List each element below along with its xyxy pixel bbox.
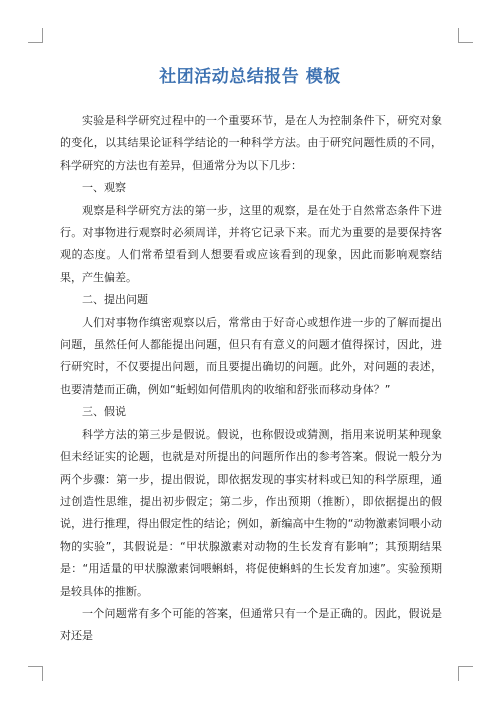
section-heading-hypothesis: 三、假说 (82, 405, 126, 419)
hypothesis-paragraph: 科学方法的第三步是假说。假说，也称假设或猜测，指用来说明某种现象但未经证实的论题，也就是对所提出的问题所作出的参考答案。假说一般分为两个步骤：第一步，提出假说，即依据发现的事实材料或已知的科学原理，通过创造性思维，提出初步假定；第二步，作出预期（推断），即依据提出的假说，进行推理，得出假定性的结论；例如，新编高中生物的“动物激素饲喂小动物的实验”，其假说是：“甲状腺激素对动物的生长发育有影响”；其预期结果是：“用适量的甲状腺激素饲喂蝌蚪，将促使蝌蚪的生长发育加速”。实验预期是较具体的推断。 (60, 427, 442, 598)
crop-mark-top-right (458, 28, 473, 43)
crop-mark-top-left (28, 28, 43, 43)
crop-mark-bottom-left (28, 666, 43, 681)
section-heading-question: 二、提出问题 (82, 293, 148, 307)
answer-paragraph: 一个问题常有多个可能的答案，但通常只有一个是正确的。因此，假说是对还是 (60, 606, 442, 643)
crop-mark-bottom-right (458, 666, 473, 681)
section-heading-observation: 一、观察 (82, 181, 126, 195)
document-body (60, 110, 442, 648)
intro-paragraph: 实验是科学研究过程中的一个重要环节，是在人为控制条件下，研究对象的变化，以其结果论证科学结论的一种科学方法。由于研究问题性质的不同，科学研究的方法也有差异，但通常分为以下几步： (60, 114, 442, 172)
document-title: 社团活动总结报告 模板 (159, 67, 341, 87)
observation-paragraph: 观察是科学研究方法的第一步，这里的观察，是在处于自然常态条件下进行。对事物进行观察时必须周详，并将它记录下来。而尤为重要的是要保持客观的态度。人们常希望看到人想要看或应该看到的现象，因此而影响观察结果，产生偏差。 (60, 203, 442, 284)
question-paragraph: 人们对事物作缜密观察以后，常常由于好奇心或想作进一步的了解而提出问题，虽然任何人都能提出问题，但只有有意义的问题才值得探讨，因此，进行研究时，不仅要提出问题，而且要提出确切的问题。此外，对问题的表述，也要清楚而正确，例如“蚯蚓如何借肌肉的收缩和舒张而移动身体？” (60, 315, 442, 396)
